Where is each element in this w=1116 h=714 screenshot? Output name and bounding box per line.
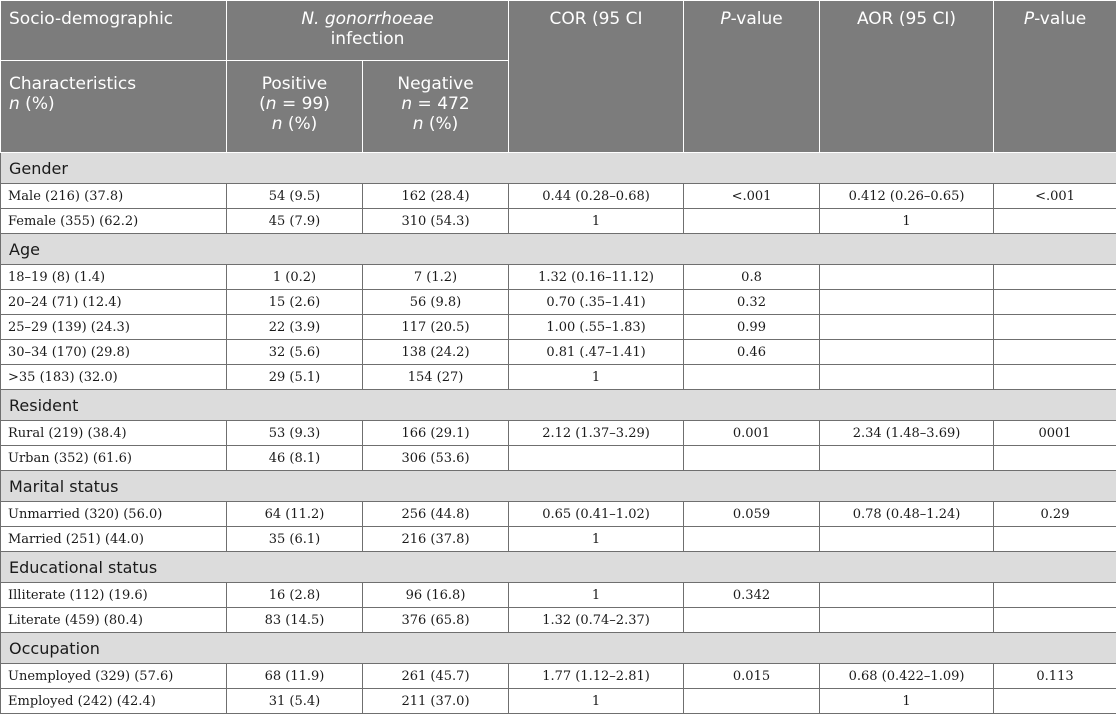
table-row: [1, 421, 1116, 446]
table-cell: 310 (54.3): [363, 209, 509, 234]
table-cell: 46 (8.1): [227, 446, 363, 471]
table-cell: 0.001: [684, 421, 820, 446]
table-cell: [684, 446, 820, 471]
row-label: Rural (219) (38.4): [1, 421, 227, 446]
table-row: [1, 446, 1116, 471]
table-cell: 31 (5.4): [227, 689, 363, 714]
table-cell: [820, 583, 994, 608]
table-cell: [820, 446, 994, 471]
table-cell: [684, 365, 820, 390]
row-label: Male (216) (37.8): [1, 184, 227, 209]
section-row: [1, 633, 1116, 664]
table-cell: 7 (1.2): [363, 265, 509, 290]
section-title: Marital status: [1, 471, 1116, 502]
table-cell: 35 (6.1): [227, 527, 363, 552]
table-cell: 166 (29.1): [363, 421, 509, 446]
table-cell: 45 (7.9): [227, 209, 363, 234]
table-cell: [684, 527, 820, 552]
table-cell: 0.81 (.47–1.41): [509, 340, 684, 365]
header-infection-group: N. gonorrhoeae infection: [227, 1, 509, 61]
row-label: Urban (352) (61.6): [1, 446, 227, 471]
table-cell: 1.32 (0.74–2.37): [509, 608, 684, 633]
table-cell: 154 (27): [363, 365, 509, 390]
table-cell: 22 (3.9): [227, 315, 363, 340]
row-label: 20–24 (71) (12.4): [1, 290, 227, 315]
table-cell: 2.12 (1.37–3.29): [509, 421, 684, 446]
header-p-value-2: P-value: [994, 1, 1116, 153]
table-cell: [684, 209, 820, 234]
header-negative: Negative n = 472 n (%): [363, 61, 509, 153]
table-cell: 68 (11.9): [227, 664, 363, 689]
table-body: [1, 153, 1116, 714]
table-cell: 54 (9.5): [227, 184, 363, 209]
section-row: [1, 471, 1116, 502]
table-row: [1, 209, 1116, 234]
table-cell: 1: [509, 209, 684, 234]
table-row: [1, 502, 1116, 527]
table-cell: 261 (45.7): [363, 664, 509, 689]
table-cell: [994, 446, 1116, 471]
section-row: [1, 153, 1116, 184]
table-row: [1, 527, 1116, 552]
table-cell: 16 (2.8): [227, 583, 363, 608]
row-label: 30–34 (170) (29.8): [1, 340, 227, 365]
table-cell: [820, 315, 994, 340]
table-cell: [820, 527, 994, 552]
table-cell: 1: [509, 583, 684, 608]
table-cell: 0001: [994, 421, 1116, 446]
table-cell: [994, 265, 1116, 290]
table-cell: [820, 290, 994, 315]
table-cell: 0.059: [684, 502, 820, 527]
table-cell: [994, 290, 1116, 315]
row-label: 18–19 (8) (1.4): [1, 265, 227, 290]
header-socio-demographic: Socio-demographic: [1, 1, 227, 61]
row-label: Unemployed (329) (57.6): [1, 664, 227, 689]
table-cell: 211 (37.0): [363, 689, 509, 714]
section-title: Age: [1, 234, 1116, 265]
table-cell: [994, 340, 1116, 365]
table-cell: 0.015: [684, 664, 820, 689]
table-cell: 64 (11.2): [227, 502, 363, 527]
table-cell: 1.77 (1.12–2.81): [509, 664, 684, 689]
table-cell: 0.68 (0.422–1.09): [820, 664, 994, 689]
table-cell: [994, 365, 1116, 390]
table-cell: 2.34 (1.48–3.69): [820, 421, 994, 446]
table-cell: 53 (9.3): [227, 421, 363, 446]
table-row: [1, 365, 1116, 390]
table-row: [1, 184, 1116, 209]
section-title: Gender: [1, 153, 1116, 184]
row-label: >35 (183) (32.0): [1, 365, 227, 390]
header-cor: COR (95 CI: [509, 1, 684, 153]
table-cell: 1: [509, 365, 684, 390]
header-aor: AOR (95 CI): [820, 1, 994, 153]
table-cell: 0.99: [684, 315, 820, 340]
row-label: Employed (242) (42.4): [1, 689, 227, 714]
table-cell: 56 (9.8): [363, 290, 509, 315]
section-title: Educational status: [1, 552, 1116, 583]
table-cell: [994, 315, 1116, 340]
table-cell: 0.412 (0.26–0.65): [820, 184, 994, 209]
table-cell: [994, 583, 1116, 608]
table-row: [1, 583, 1116, 608]
row-label: Unmarried (320) (56.0): [1, 502, 227, 527]
table-row: [1, 315, 1116, 340]
row-label: Married (251) (44.0): [1, 527, 227, 552]
table-cell: 1: [509, 527, 684, 552]
section-title: Resident: [1, 390, 1116, 421]
table-cell: 1.32 (0.16–11.12): [509, 265, 684, 290]
table-cell: 0.342: [684, 583, 820, 608]
table-cell: [994, 209, 1116, 234]
table-cell: 1: [509, 689, 684, 714]
table-cell: 15 (2.6): [227, 290, 363, 315]
header-characteristics: Characteristics n (%): [1, 61, 227, 153]
table-cell: 1: [820, 689, 994, 714]
table-cell: [994, 527, 1116, 552]
header-positive: Positive (n = 99) n (%): [227, 61, 363, 153]
table-cell: 0.44 (0.28–0.68): [509, 184, 684, 209]
table-row: [1, 340, 1116, 365]
table-cell: 0.8: [684, 265, 820, 290]
table-cell: [684, 689, 820, 714]
row-label: Literate (459) (80.4): [1, 608, 227, 633]
row-label: Female (355) (62.2): [1, 209, 227, 234]
table-cell: 376 (65.8): [363, 608, 509, 633]
section-row: [1, 390, 1116, 421]
table-cell: 1.00 (.55–1.83): [509, 315, 684, 340]
section-title: Occupation: [1, 633, 1116, 664]
table-cell: [820, 608, 994, 633]
table-cell: 1: [820, 209, 994, 234]
table-cell: 83 (14.5): [227, 608, 363, 633]
table-cell: [684, 608, 820, 633]
table-cell: 256 (44.8): [363, 502, 509, 527]
row-label: Illiterate (112) (19.6): [1, 583, 227, 608]
table-cell: [820, 340, 994, 365]
table-cell: 306 (53.6): [363, 446, 509, 471]
table-cell: <.001: [994, 184, 1116, 209]
table-row: [1, 664, 1116, 689]
table-cell: 216 (37.8): [363, 527, 509, 552]
table-row: [1, 689, 1116, 714]
section-row: [1, 552, 1116, 583]
table-cell: 32 (5.6): [227, 340, 363, 365]
table-cell: 138 (24.2): [363, 340, 509, 365]
table-row: [1, 608, 1116, 633]
table-header: [1, 1, 1116, 153]
table-cell: 162 (28.4): [363, 184, 509, 209]
table-cell: [820, 365, 994, 390]
table-cell: [994, 608, 1116, 633]
table-cell: 29 (5.1): [227, 365, 363, 390]
table-cell: 0.29: [994, 502, 1116, 527]
header-p-value-1: P-value: [684, 1, 820, 153]
table-cell: <.001: [684, 184, 820, 209]
table-cell: 117 (20.5): [363, 315, 509, 340]
table-cell: [509, 446, 684, 471]
table-cell: [994, 689, 1116, 714]
table-cell: 0.78 (0.48–1.24): [820, 502, 994, 527]
table-cell: 0.46: [684, 340, 820, 365]
table-row: [1, 265, 1116, 290]
table-cell: 96 (16.8): [363, 583, 509, 608]
table-cell: 1 (0.2): [227, 265, 363, 290]
table-cell: [820, 265, 994, 290]
row-label: 25–29 (139) (24.3): [1, 315, 227, 340]
table-cell: 0.70 (.35–1.41): [509, 290, 684, 315]
table-cell: 0.65 (0.41–1.02): [509, 502, 684, 527]
table-row: [1, 290, 1116, 315]
table-cell: 0.113: [994, 664, 1116, 689]
section-row: [1, 234, 1116, 265]
table-cell: 0.32: [684, 290, 820, 315]
